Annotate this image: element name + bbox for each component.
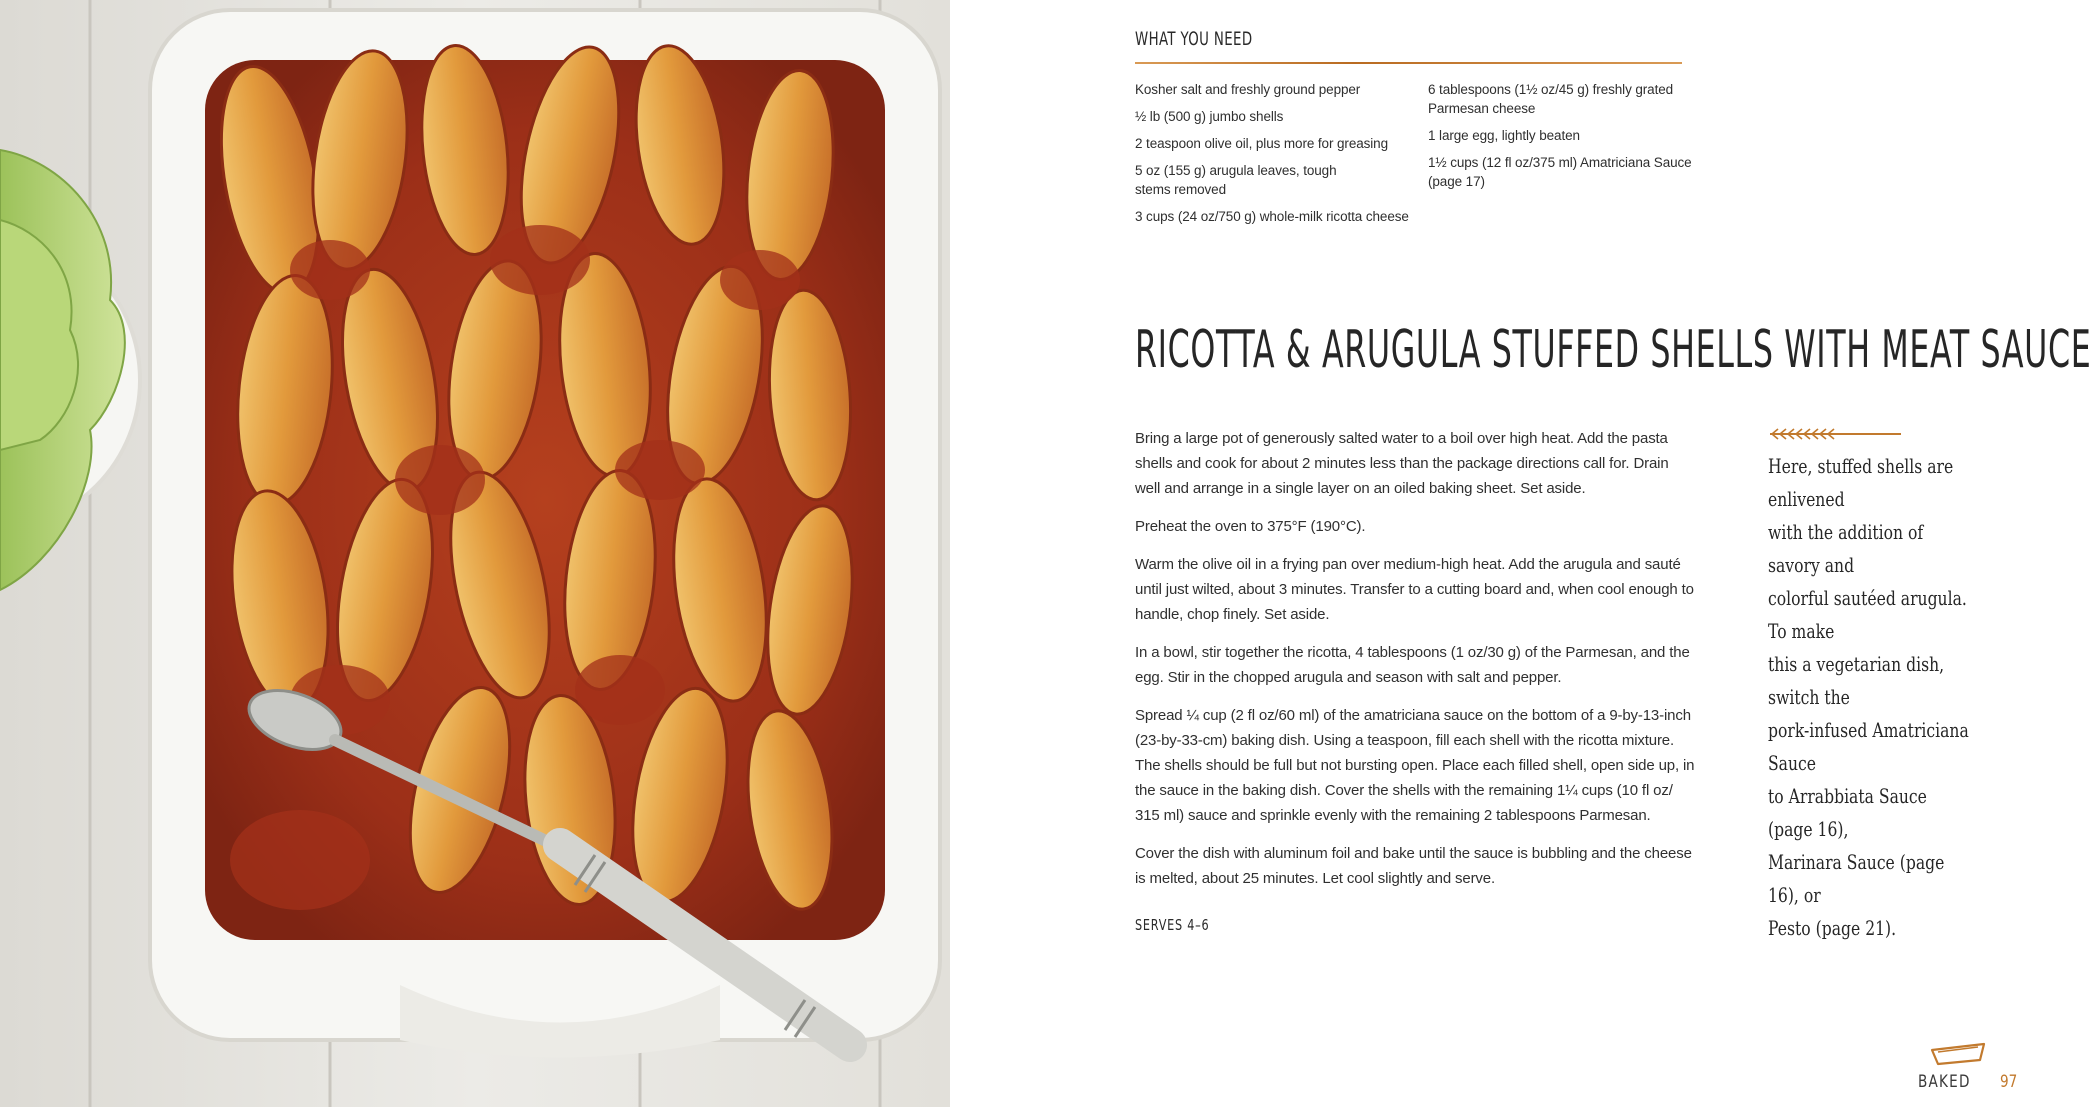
ingredient-item: 2 teaspoon olive oil, plus more for greasing [1135, 136, 1388, 151]
method-step: Preheat the oven to 375°F (190°C). [1135, 518, 1366, 535]
recipe-title: RICOTTA & ARUGULA STUFFED SHELLS WITH MEAT SAUCE [1135, 320, 2091, 380]
page-footer [1918, 1072, 2018, 1092]
ingredient-item: ½ lb (500 g) jumbo shells [1135, 109, 1284, 124]
section-label: BAKED [1918, 1072, 1971, 1092]
recipe-photo [0, 0, 950, 1107]
method-steps [1135, 426, 1695, 904]
serves-label: SERVES 4–6 [1135, 916, 1210, 934]
ingredient-item: 3 cups (24 oz/750 g) whole-milk ricotta cheese [1135, 209, 1409, 224]
ingredients-list-right [1428, 80, 1718, 199]
method-step: Cover the dish with aluminum foil and bake until the sauce is bubbling and the cheese is melted, about 25 minutes. Let cool slightly and serve. [1135, 845, 1692, 887]
ingredient-item: 1 large egg, lightly beaten [1428, 128, 1580, 143]
ingredients-heading: WHAT YOU NEED [1135, 28, 1253, 50]
ingredient-item: 1½ cups (12 fl oz/375 ml) Amatriciana Sauce (page 17) [1428, 155, 1692, 189]
ingredient-item: 6 tablespoons (1½ oz/45 g) freshly grated Parmesan cheese [1428, 82, 1674, 116]
ingredient-item: 5 oz (155 g) arugula leaves, tough stems removed [1135, 163, 1337, 197]
arrow-ornament-icon [1768, 428, 1903, 440]
ingredients-list-left [1135, 80, 1425, 234]
baked-shells-illustration [0, 0, 950, 1107]
ingredients-divider [1135, 62, 1682, 64]
method-step: Spread ¼ cup (2 fl oz/60 ml) of the amatriciana sauce on the bottom of a 9-by-13-inch (23-by-33-cm) baking dish. Using a teaspoon, fill each shell with the ricotta mixture. The shells should be full but not bursting open. Place each filled shell, open side up, in the sauce in the baking dish. Cover the shells with the remaining 1¼ cups (10 fl oz/ 315 ml) sauce and sprinkle evenly with the remaining 2 tablespoons Parmesan. [1135, 707, 1695, 824]
method-step: Bring a large pot of generously salted water to a boil over high heat. Add the pasta shells and cook for about 2 minutes less than the package directions call for. Drain well and arrange in a single layer on an oiled baking sheet. Set aside. [1135, 430, 1669, 497]
ingredient-item: Kosher salt and freshly ground pepper [1135, 82, 1361, 97]
method-step: Warm the olive oil in a frying pan over medium-high heat. Add the arugula and sauté until just wilted, about 3 minutes. Transfer to a cutting board and, when cool enough to handle, chop finely. Set aside. [1135, 556, 1694, 623]
page-number: 97 [2000, 1072, 2018, 1092]
method-step: In a bowl, stir together the ricotta, 4 tablespoons (1 oz/30 g) of the Parmesan, and the egg. Stir in the chopped arugula and season with salt and pepper. [1135, 644, 1690, 686]
baking-dish-icon [1928, 1040, 1988, 1066]
side-note: Here, stuffed shells are enlivened with the addition of savory and colorful sautéed arugula. To make this a vegetarian dish, switch the pork-infused Amatriciana Sauce to Arrabbiata Sauce (page 16), Marinara Sauce (page 16), or Pesto (page 21). [1768, 454, 1969, 940]
